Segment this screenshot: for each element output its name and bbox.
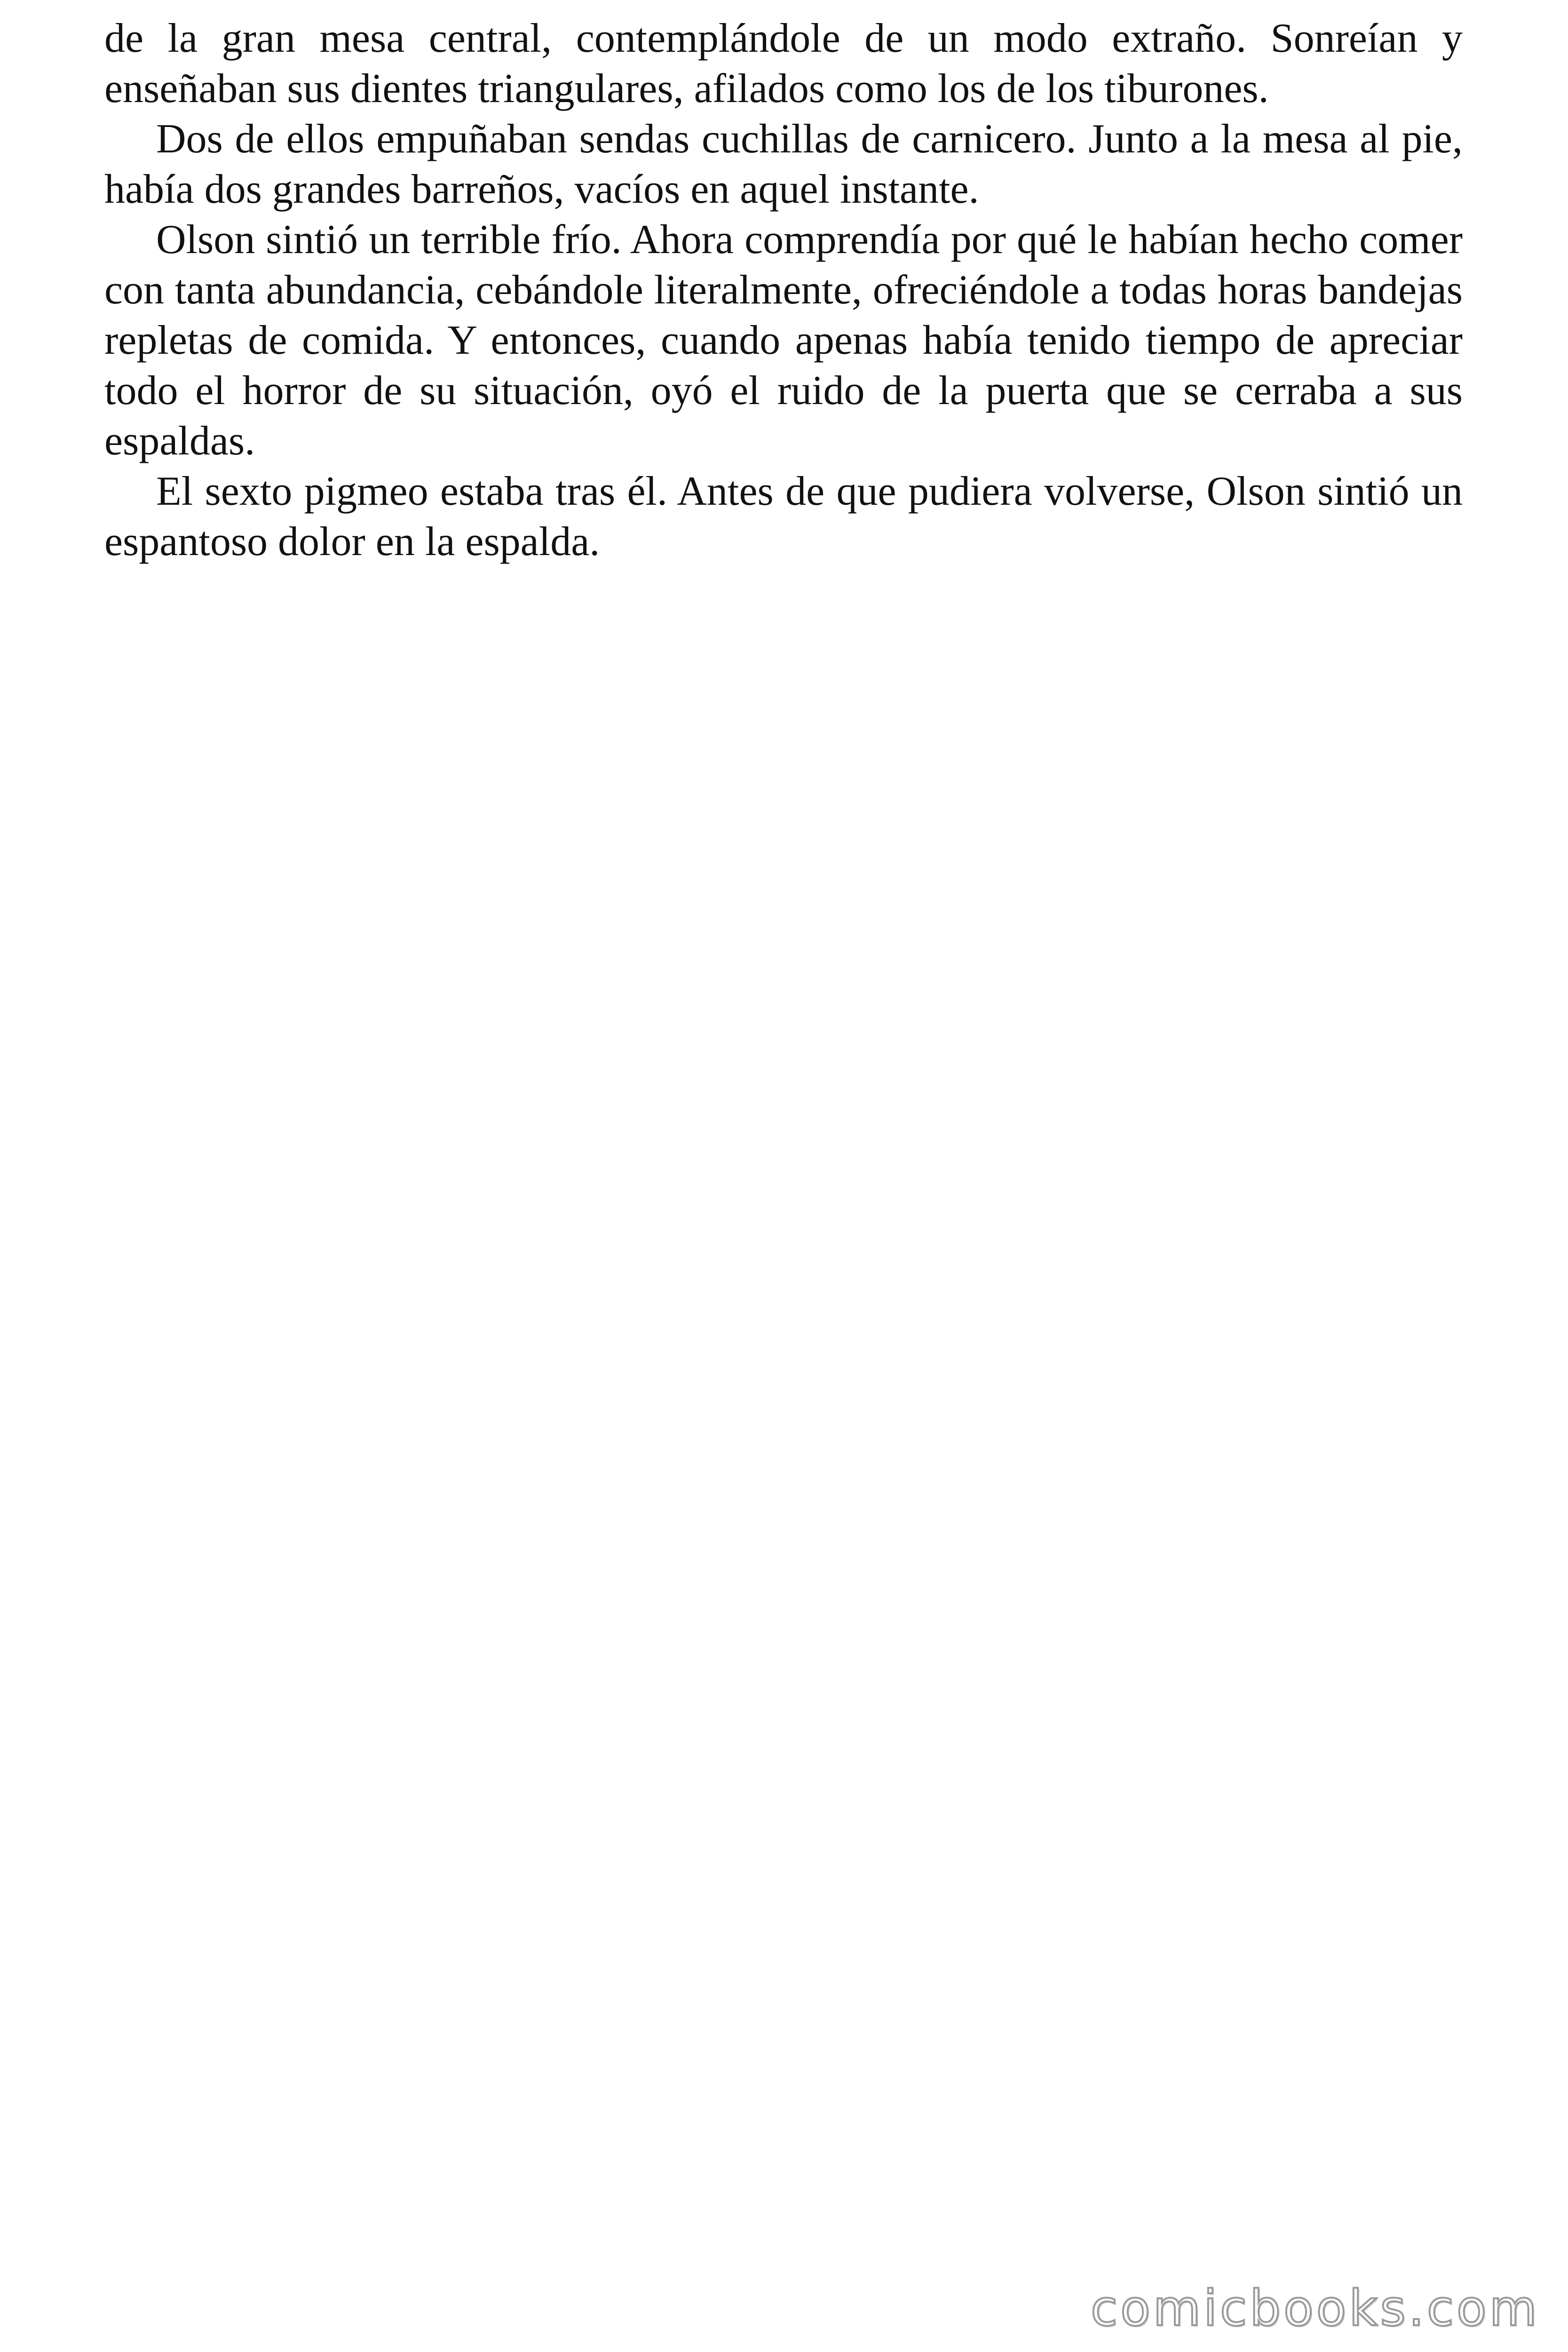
paragraph-4: El sexto pigmeo estaba tras él. Antes de que pudiera volverse, Olson sintió un espantoso dolor en la espalda. — [104, 469, 1463, 564]
paragraph-1: de la gran mesa central, contemplándole de un modo extraño. Sonreían y enseñaban sus dientes triangulares, afilados como los de los tiburones. — [104, 16, 1463, 111]
body-text — [104, 13, 1463, 567]
paragraph-2: Dos de ellos empuñaban sendas cuchillas de carnicero. Junto a la mesa al pie, había dos grandes barreños, vacíos en aquel instante. — [104, 116, 1463, 212]
watermark-logo: comicbooks.com — [1090, 2280, 1540, 2337]
paragraph-3: Olson sintió un terrible frío. Ahora comprendía por qué le habían hecho comer con tanta abundancia, cebándole literalmente, ofreciéndole a todas horas bandejas repletas de comida. Y entonces, cuando apenas había tenido tiempo de apreciar todo el horror de su situación, oyó el ruido de la puerta que se cerraba a sus espaldas. — [104, 217, 1463, 464]
